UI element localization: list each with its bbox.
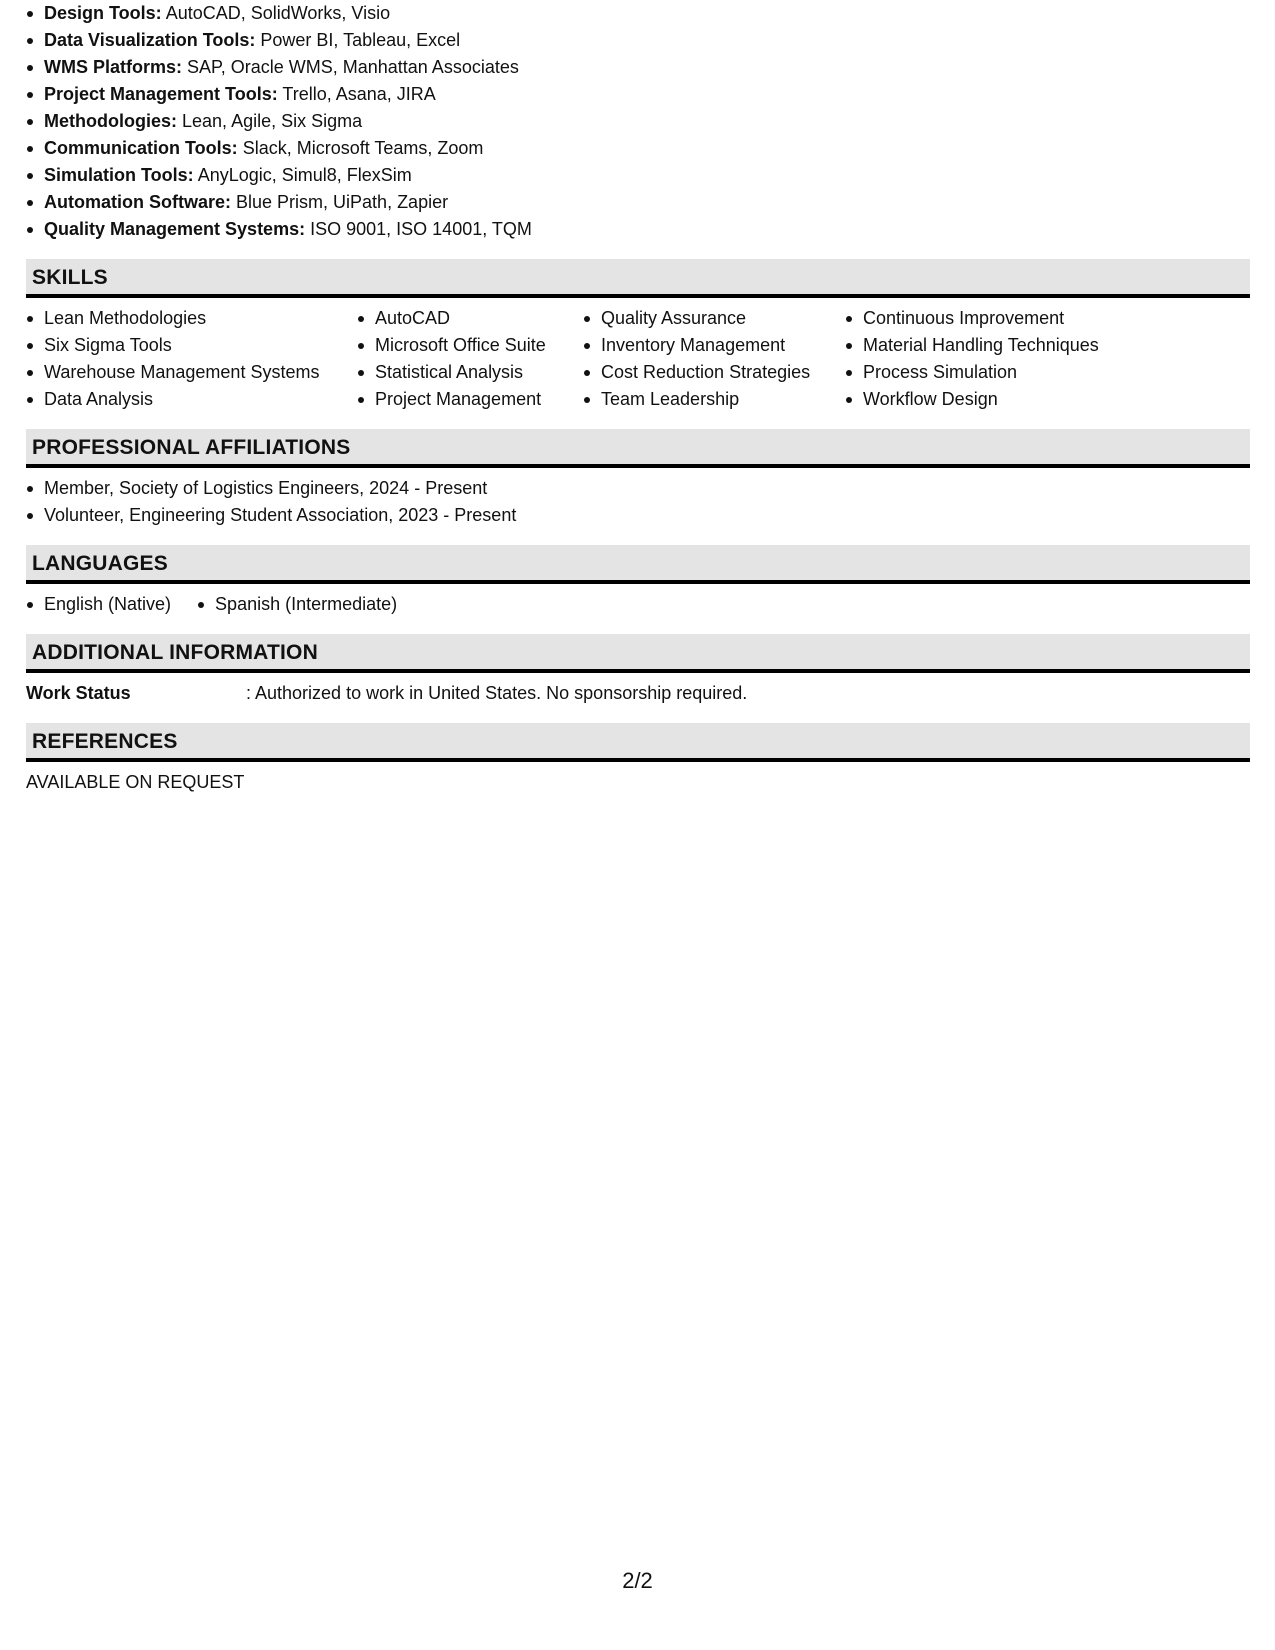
skill-item: Statistical Analysis	[357, 359, 583, 386]
skills-column	[845, 305, 1145, 413]
tool-item	[26, 108, 1250, 135]
language-item: English (Native)	[26, 591, 171, 618]
affiliation-item: Member, Society of Logistics Engineers, 2024 - Present	[26, 475, 1250, 502]
tool-item	[26, 54, 1250, 81]
tool-label: Design Tools:	[44, 3, 162, 23]
tool-value: Power BI, Tableau, Excel	[260, 30, 461, 50]
languages-list	[26, 591, 1250, 618]
skills-grid	[26, 305, 1250, 413]
skills-column	[583, 305, 845, 413]
tool-item	[26, 0, 1250, 27]
tool-item	[26, 216, 1250, 243]
work-status-row	[26, 680, 1250, 707]
skill-item: Workflow Design	[845, 386, 1145, 413]
tool-label: Data Visualization Tools:	[44, 30, 256, 50]
skill-item: Lean Methodologies	[26, 305, 357, 332]
work-status-value: : Authorized to work in United States. No sponsorship required.	[246, 683, 748, 703]
tool-label: WMS Platforms:	[44, 57, 183, 77]
tool-value: Slack, Microsoft Teams, Zoom	[242, 138, 484, 158]
references-heading: REFERENCES	[26, 723, 1250, 762]
tool-item	[26, 135, 1250, 162]
tool-value: Lean, Agile, Six Sigma	[182, 111, 363, 131]
tool-value: AutoCAD, SolidWorks, Visio	[165, 3, 391, 23]
tool-label: Methodologies:	[44, 111, 177, 131]
skill-item: Quality Assurance	[583, 305, 845, 332]
affiliations-heading: PROFESSIONAL AFFILIATIONS	[26, 429, 1250, 468]
tools-list	[26, 0, 1250, 243]
page-number: 2/2	[622, 1568, 653, 1593]
skills-heading: SKILLS	[26, 259, 1250, 298]
tool-value: Blue Prism, UiPath, Zapier	[236, 192, 449, 212]
tool-item	[26, 27, 1250, 54]
tool-value: AnyLogic, Simul8, FlexSim	[197, 165, 412, 185]
skills-column	[26, 305, 357, 413]
skill-item: Cost Reduction Strategies	[583, 359, 845, 386]
skill-item: Microsoft Office Suite	[357, 332, 583, 359]
resume-page	[26, 0, 1250, 796]
tool-item	[26, 189, 1250, 216]
tool-label: Automation Software:	[44, 192, 231, 212]
skill-item: Team Leadership	[583, 386, 845, 413]
tool-value: SAP, Oracle WMS, Manhattan Associates	[187, 57, 519, 77]
work-status-label: Work Status	[26, 683, 131, 703]
skill-item: Project Management	[357, 386, 583, 413]
skill-item: Process Simulation	[845, 359, 1145, 386]
skill-item: Data Analysis	[26, 386, 357, 413]
skill-item: Warehouse Management Systems	[26, 359, 357, 386]
tool-item	[26, 162, 1250, 189]
tool-label: Project Management Tools:	[44, 84, 278, 104]
language-item: Spanish (Intermediate)	[197, 591, 397, 618]
skill-item: Inventory Management	[583, 332, 845, 359]
affiliations-list	[26, 475, 1250, 529]
skill-item: Continuous Improvement	[845, 305, 1145, 332]
skill-item: Six Sigma Tools	[26, 332, 357, 359]
tool-value: Trello, Asana, JIRA	[282, 84, 436, 104]
affiliation-item: Volunteer, Engineering Student Association, 2023 - Present	[26, 502, 1250, 529]
tool-label: Communication Tools:	[44, 138, 238, 158]
tool-item	[26, 81, 1250, 108]
tool-label: Simulation Tools:	[44, 165, 194, 185]
skill-item: AutoCAD	[357, 305, 583, 332]
tool-value: ISO 9001, ISO 14001, TQM	[310, 219, 532, 239]
skills-column	[357, 305, 583, 413]
additional-info-heading: ADDITIONAL INFORMATION	[26, 634, 1250, 673]
references-text: AVAILABLE ON REQUEST	[26, 772, 245, 792]
languages-heading: LANGUAGES	[26, 545, 1250, 584]
tool-label: Quality Management Systems:	[44, 219, 306, 239]
skill-item: Material Handling Techniques	[845, 332, 1145, 359]
